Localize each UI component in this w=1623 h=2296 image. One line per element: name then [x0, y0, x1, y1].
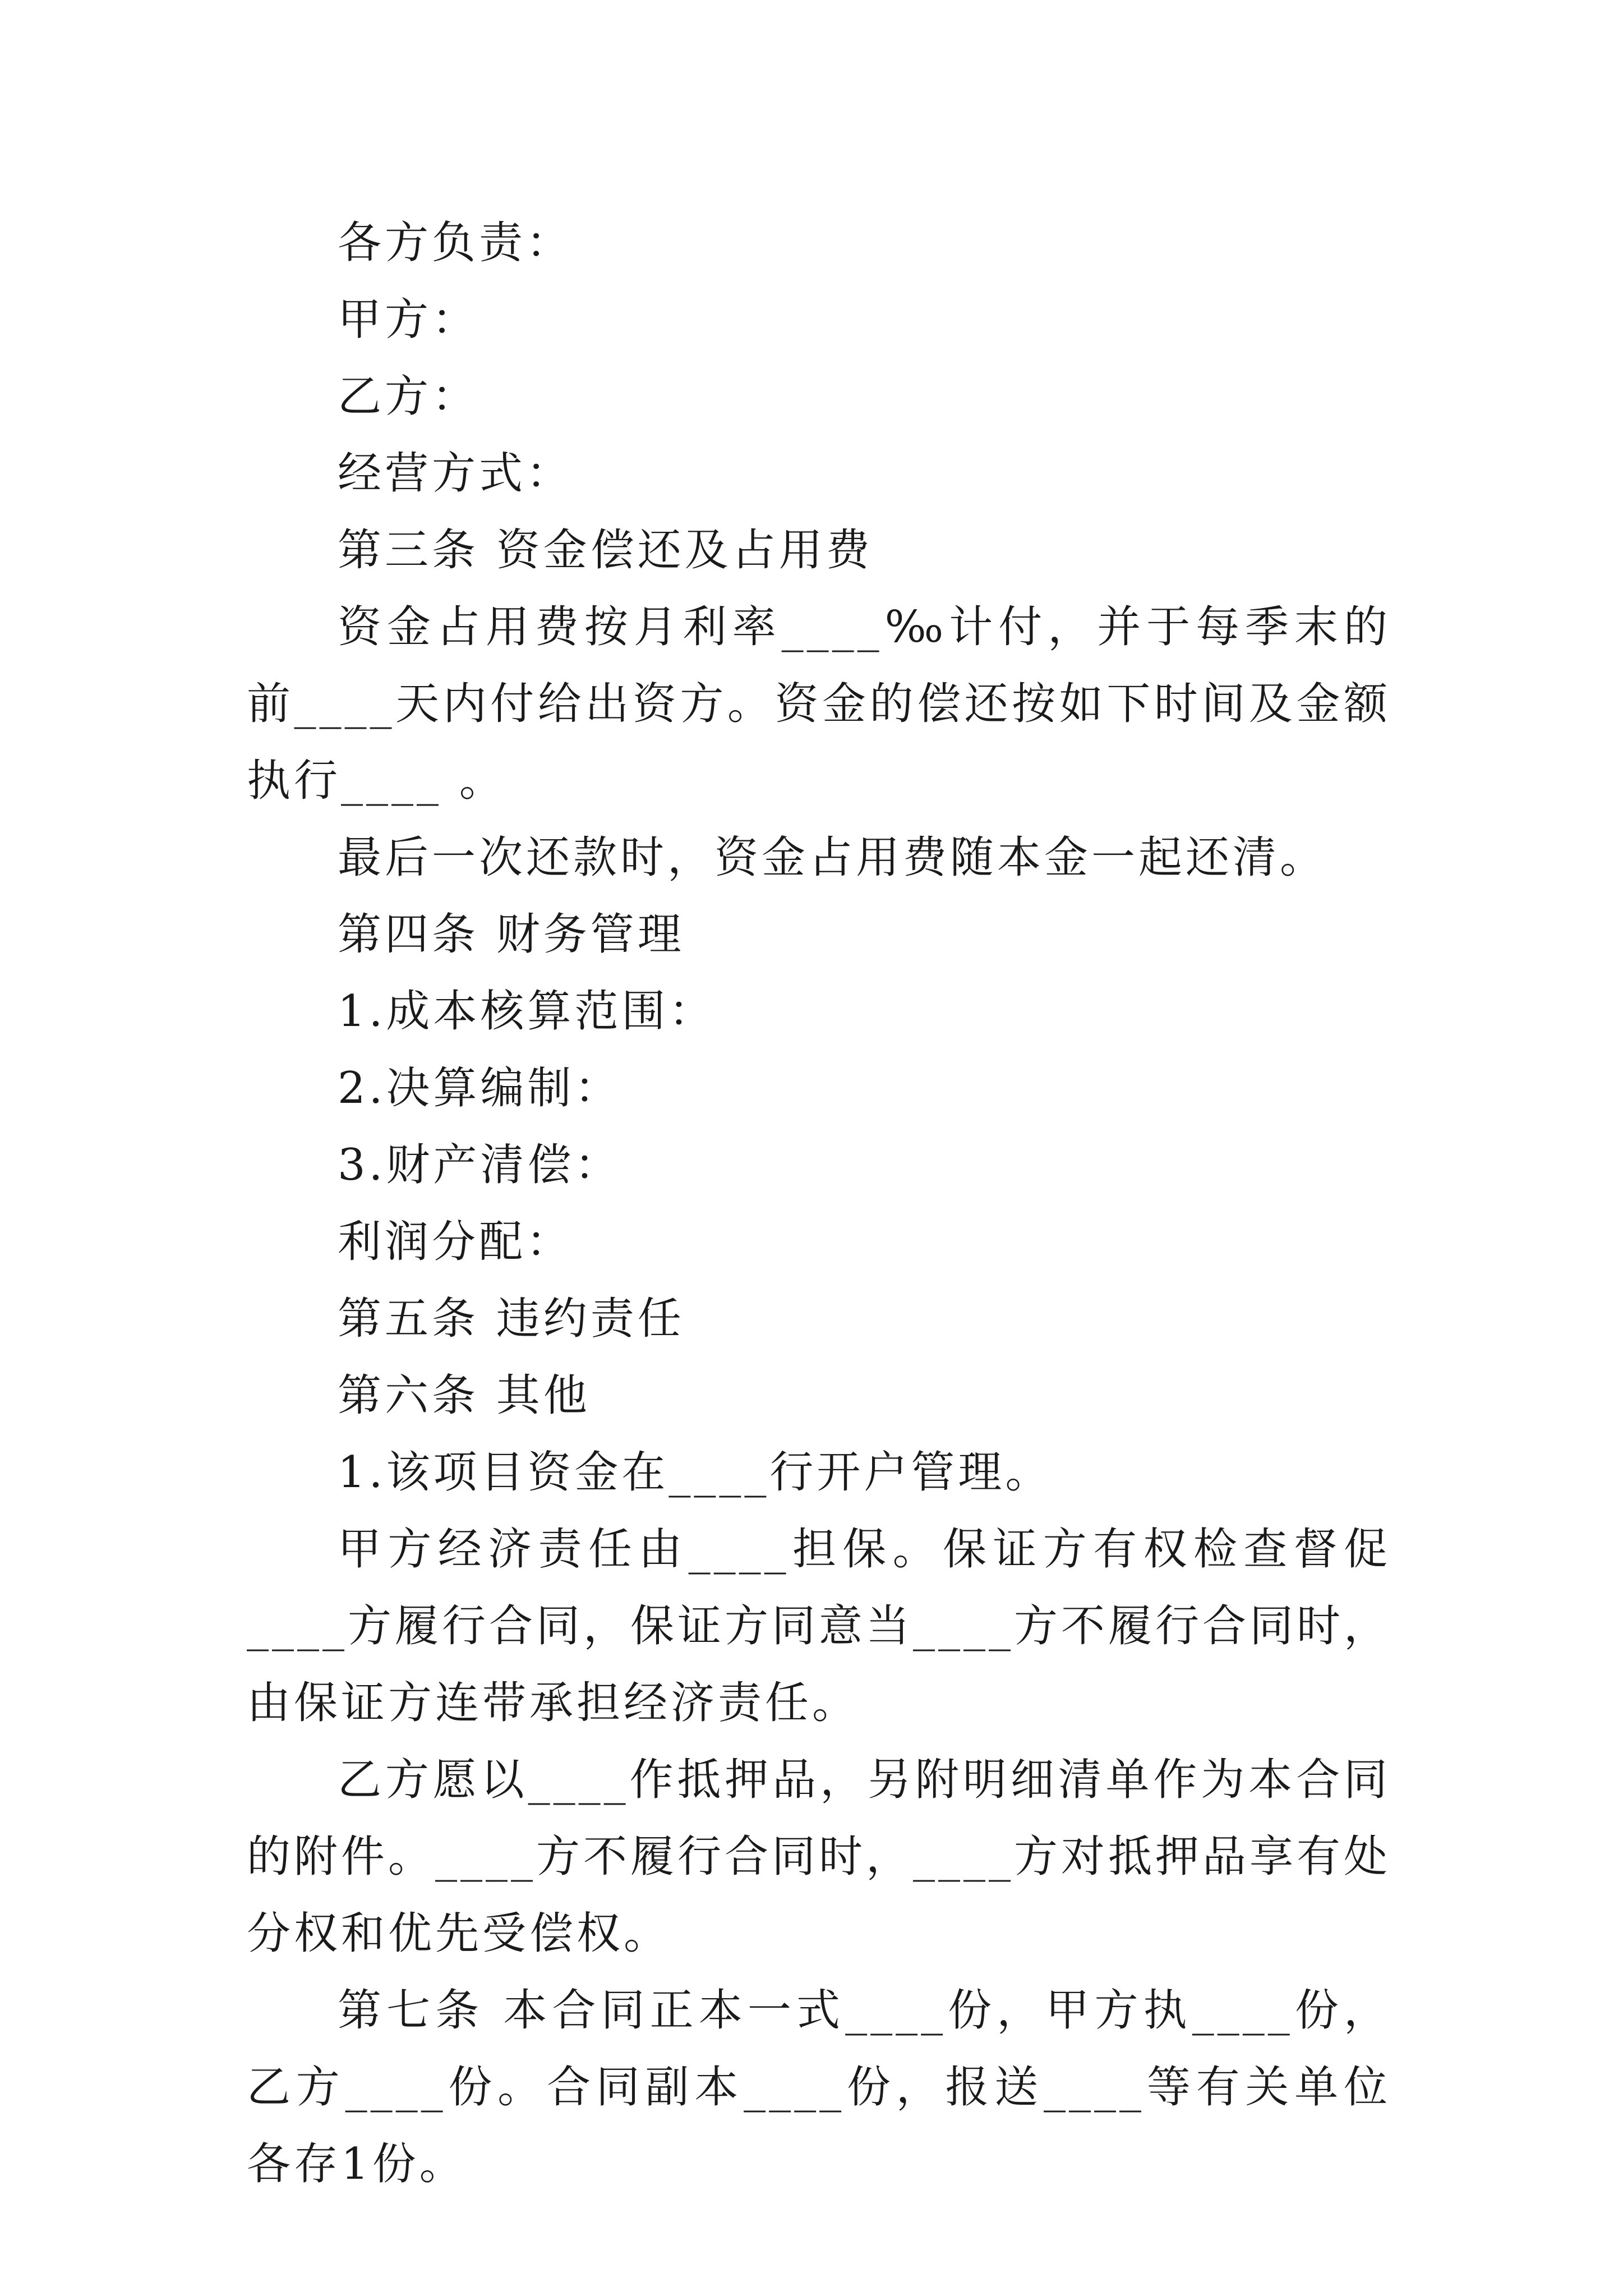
paragraph-final-repayment: 最后一次还款时，资金占用费随本金一起还清。 — [338, 832, 1327, 883]
article-4-heading: 第四条 财务管理 — [338, 909, 685, 960]
paragraph-final-accounts: 2.决算编制： — [338, 1063, 622, 1114]
document-body — [247, 205, 1391, 2203]
article-6-heading: 第六条 其他 — [338, 1370, 591, 1421]
paragraph-responsibility: 各方负责： — [338, 218, 574, 268]
article-7-copies: 第七条 本合同正本一式____份，甲方执____份，乙方____份。合同副本____份，报送____等有关单位各存1份。 — [247, 1985, 1391, 2189]
paragraph-interest-terms: 资金占用费按月利率____‰计付，并于每季末的前____天内付给出资方。资金的偿还按如下时间及金额执行____ 。 — [247, 602, 1391, 806]
paragraph-party-a: 甲方： — [338, 295, 479, 345]
paragraph-operation-mode: 经营方式： — [338, 448, 574, 499]
article-5-heading: 第五条 违约责任 — [338, 1294, 685, 1344]
paragraph-party-b: 乙方： — [338, 371, 479, 422]
paragraph-collateral: 乙方愿以____作抵押品，另附明细清单作为本合同的附件。____方不履行合同时，____方对抵押品享有处分权和优先受偿权。 — [247, 1755, 1391, 1959]
paragraph-profit-distribution: 利润分配： — [338, 1217, 574, 1267]
paragraph-property-settlement: 3.财产清偿： — [338, 1140, 622, 1190]
paragraph-bank-account: 1.该项目资金在____行开户管理。 — [338, 1447, 1053, 1498]
article-3-heading: 第三条 资金偿还及占用费 — [338, 525, 873, 576]
paragraph-cost-scope: 1.成本核算范围： — [338, 986, 716, 1037]
paragraph-guarantee: 甲方经济责任由____担保。保证方有权检查督促____方履行合同，保证方同意当____方不履行合同时，由保证方连带承担经济责任。 — [247, 1524, 1391, 1728]
